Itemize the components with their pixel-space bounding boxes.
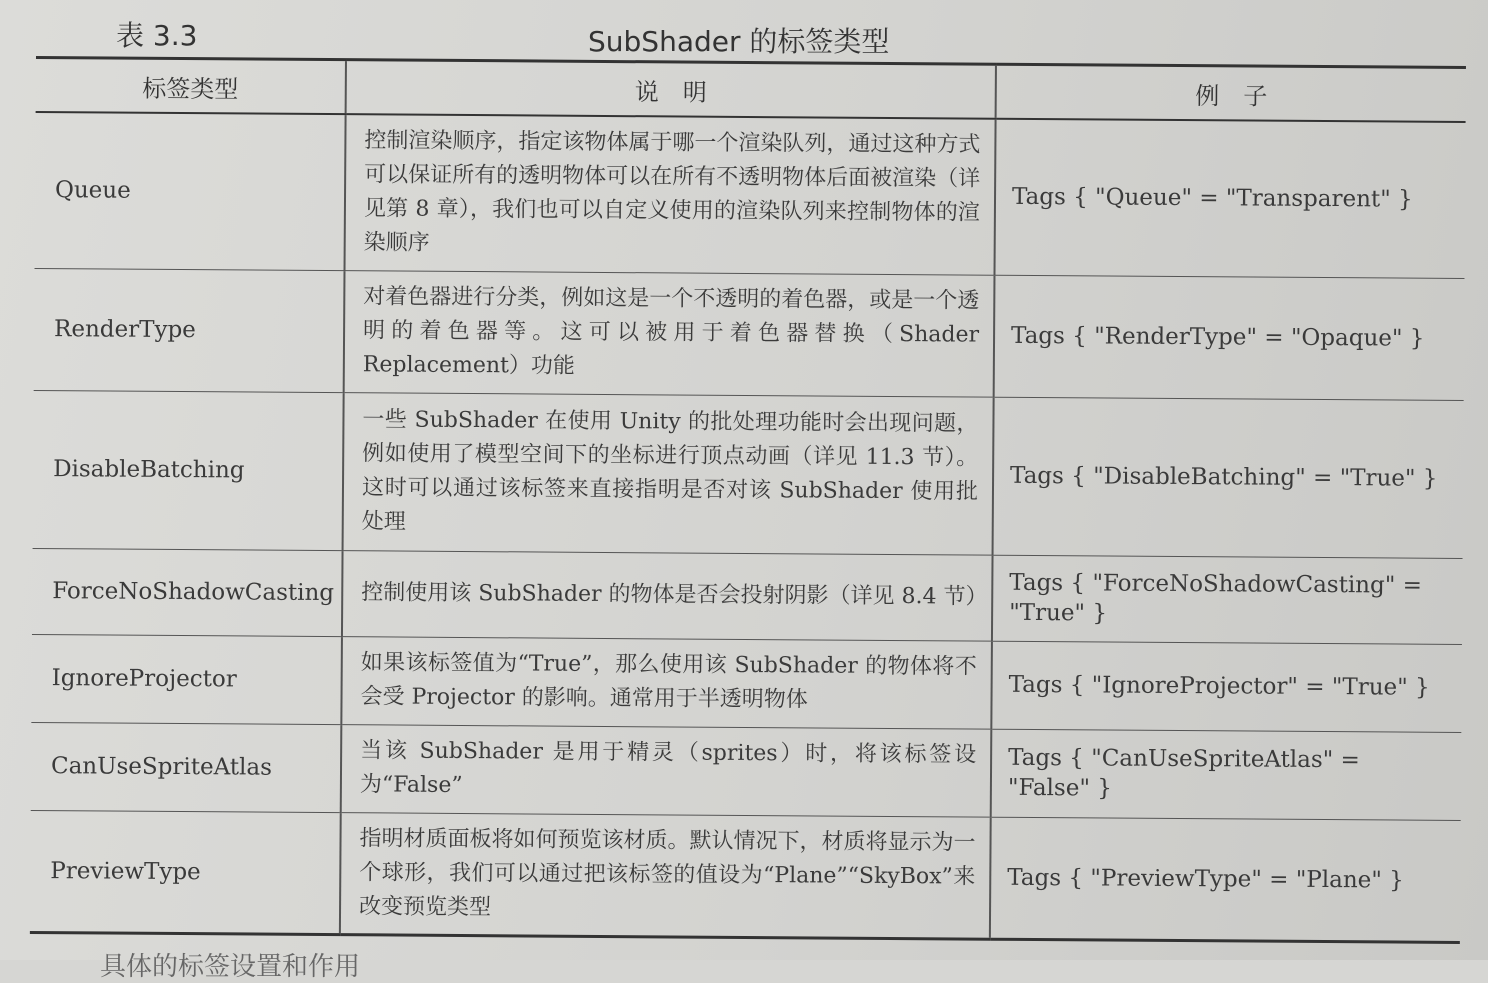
tag-example: Tags { "PreviewType" = "Plane" } [990,817,1461,942]
cut-off-body-text: 具体的标签设置和作用 [100,952,361,982]
header-example: 例 子 [996,64,1466,122]
tag-name: PreviewType [30,810,341,934]
tag-example: Tags { "ForceNoShadowCasting" = "True" } [992,555,1463,644]
tag-description: 当该 SubShader 是用于精灵（sprites）时，将该标签设为“False” [341,724,992,817]
tag-name: Queue [35,112,346,270]
tag-description: 一些 SubShader 在使用 Unity 的批处理功能时会出现问题，例如使用了模型空间下的坐标进行顶点动画（详见 11.3 节）。这时可以通过该标签来直接指明是否对该 SubShader 使用批处理 [343,392,994,555]
header-description: 说 明 [346,60,996,119]
table-title: SubShader 的标签类型 [588,25,890,58]
table-row [35,112,1466,278]
table-header-row [36,57,1466,121]
tag-example: Tags { "IgnoreProjector" = "True" } [991,641,1462,732]
tag-example: Tags { "DisableBatching" = "True" } [993,397,1464,558]
subshader-tags-table [30,56,1466,943]
header-tag-type: 标签类型 [36,57,346,114]
table-row [31,722,1462,820]
tag-example: Tags { "CanUseSpriteAtlas" = "False" } [991,729,1462,820]
table-row [33,390,1464,558]
table-row [34,268,1465,400]
tag-name: ForceNoShadowCasting [32,548,343,636]
table-row [30,810,1461,942]
tag-name: CanUseSpriteAtlas [31,722,342,812]
tag-name: RenderType [34,268,345,392]
table-row [32,548,1463,644]
tag-name: IgnoreProjector [31,634,342,724]
tag-description: 如果该标签值为“True”，那么使用该 SubShader 的物体将不会受 Projector 的影响。通常用于半透明物体 [341,636,992,729]
table-row [31,634,1462,732]
tag-example: Tags { "Queue" = "Transparent" } [994,119,1465,278]
tag-description: 指明材质面板将如何预览该材质。默认情况下，材质将显示为一个球形，我们可以通过把该标签的值设为“Plane”“SkyBox”来改变预览类型 [340,812,991,939]
tag-description: 控制使用该 SubShader 的物体是否会投射阴影（详见 8.4 节） [342,550,993,641]
tag-example: Tags { "RenderType" = "Opaque" } [994,275,1465,400]
tag-description: 控制渲染顺序，指定该物体属于哪一个渲染队列，通过这种方式可以保证所有的透明物体可以在所有不透明物体后面被渲染（详见第 8 章），我们也可以自定义使用的渲染队列来控制物体的渲染顺序 [345,114,996,275]
tag-name: DisableBatching [33,390,344,550]
tag-description: 对着色器进行分类，例如这是一个不透明的着色器，或是一个透明的着色器等。这可以被用于着色器替换（Shader Replacement）功能 [344,270,995,397]
table-number: 表 3.3 [116,19,198,52]
